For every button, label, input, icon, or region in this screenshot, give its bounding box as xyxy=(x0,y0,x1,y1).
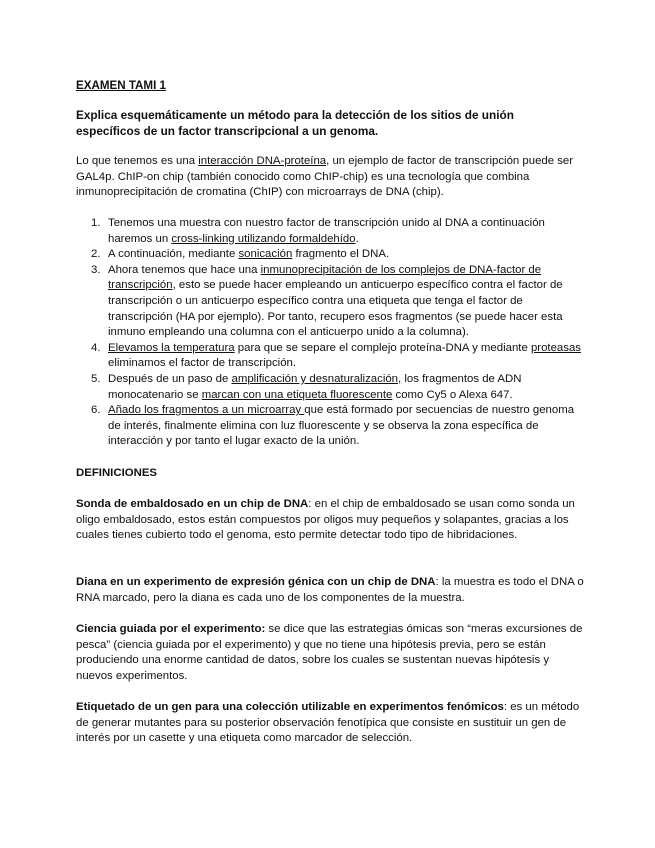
text-segment: Tenemos una muestra con nuestro factor de transcripción unido al DNA a continuación haremos un xyxy=(108,217,545,245)
text-segment: como Cy5 o Alexa 647. xyxy=(392,388,513,401)
definition-item xyxy=(76,575,584,606)
list-item xyxy=(91,263,584,341)
definition-item xyxy=(76,497,584,544)
underlined-text: proteasas xyxy=(530,341,581,354)
method-steps-list xyxy=(91,216,584,450)
text-segment: Después de un paso de xyxy=(108,372,232,385)
list-item xyxy=(91,216,584,247)
list-item xyxy=(91,247,584,263)
text-segment: , un ejemplo de factor de transcripción puede ser GAL4p. ChIP-on chip (también conocido como ChIP-chip) es una tecnología que combina inmunoprecipitación de cromatina (ChIP) con microarrays de DNA (chip). xyxy=(76,155,574,199)
list-number: 1. xyxy=(91,217,101,229)
intro-paragraph xyxy=(76,154,584,201)
definition-item xyxy=(76,622,584,684)
text-segment: eliminamos el factor de transcripción. xyxy=(108,357,297,370)
text-segment: fragmento el DNA. xyxy=(292,248,390,261)
underlined-text: Añado los fragmentos a un microarray xyxy=(108,404,305,417)
definition-term: Ciencia guiada por el experimento: xyxy=(76,623,266,635)
text-segment: A continuación, mediante xyxy=(108,248,239,261)
list-number: 3. xyxy=(91,263,101,276)
text-segment: Ahora tenemos que hace una xyxy=(108,263,261,276)
definition-term: Diana en un experimento de expresión génica con un chip de DNA xyxy=(76,576,436,588)
list-item xyxy=(91,403,584,450)
underlined-text: Elevamos la temperatura xyxy=(108,341,235,354)
text-segment: , esto se puede hacer empleando un anticuerpo específico contra el factor de transcripción o un anticuerpo específico contra una etiqueta que tenga el factor de transcripción (HA por ejemplo). Por tanto, recupero esos fragmentos (se puede hacer esta inmuno empleando una columna con el anticuerpo unido a la columna). xyxy=(108,279,563,339)
text-segment: . xyxy=(355,232,359,245)
definition-text: : en el chip de embaldosado se usan como sonda un oligo embaldosado, estos están compuestos por oligos muy pequeños y solapantes, gracias a los cuales tienes cubierto todo el genoma, esto permite detectar todo tipo de hibridaciones. xyxy=(76,498,575,542)
definition-text: : la muestra es todo el DNA o RNA marcado, pero la diana es cada uno de los componentes de la muestra. xyxy=(76,576,584,604)
exam-question: Explica esquemáticamente un método para la detección de los sitios de unión específicos de un factor transcripcional a un genoma. xyxy=(76,108,514,138)
text-segment: Lo que tenemos es una xyxy=(76,155,199,167)
underlined-text: marcan con una etiqueta fluorescente xyxy=(201,388,393,401)
list-item xyxy=(91,341,584,372)
list-number: 2. xyxy=(91,248,101,261)
text-segment: que está formado por secuencias de nuestro genoma de interés, finalmente elimina con luz fluorescente y se observa la zona específica de interacción y por tanto el lugar exacto de la unión. xyxy=(108,404,575,448)
definition-text: : es un método de generar mutantes para su posterior observación fenotípica que consiste en sustituir un gen de interés por un casette y una etiqueta como marcador de selección. xyxy=(76,701,580,745)
definitions-heading: DEFINICIONES xyxy=(76,467,158,479)
definition-text: se dice que las estrategias ómicas son “meras excursiones de pesca” (ciencia guiada por el experimento) y que no tiene una hipótesis previa, pero se están produciendo una enorme cantidad de datos, sobre los cuales se sustentan nuevas hipótesis y nuevos experimentos. xyxy=(76,623,583,682)
list-number: 5. xyxy=(91,372,101,385)
underlined-text: inmunoprecipitación de los complejos de DNA-factor de transcripción xyxy=(108,263,542,292)
underlined-text: sonicación xyxy=(238,248,293,261)
underlined-text: cross-linking utilizando formaldehído xyxy=(171,232,356,245)
underlined-text: interacción DNA-proteína xyxy=(198,155,327,167)
underlined-text: amplificación y desnaturalización, xyxy=(231,372,402,385)
list-number: 4. xyxy=(91,341,101,354)
list-number: 6. xyxy=(91,404,101,417)
list-item xyxy=(91,372,584,403)
definition-term: Sonda de embaldosado en un chip de DNA xyxy=(76,498,309,510)
text-segment: los fragmentos de ADN monocatenario se xyxy=(108,372,522,401)
definition-term: Etiquetado de un gen para una colección utilizable en experimentos fenómicos xyxy=(76,701,504,713)
text-segment: para que se separe el complejo proteína-DNA y mediante xyxy=(234,341,531,354)
definition-item xyxy=(76,700,584,747)
document-title: EXAMEN TAMI 1 xyxy=(76,79,166,92)
